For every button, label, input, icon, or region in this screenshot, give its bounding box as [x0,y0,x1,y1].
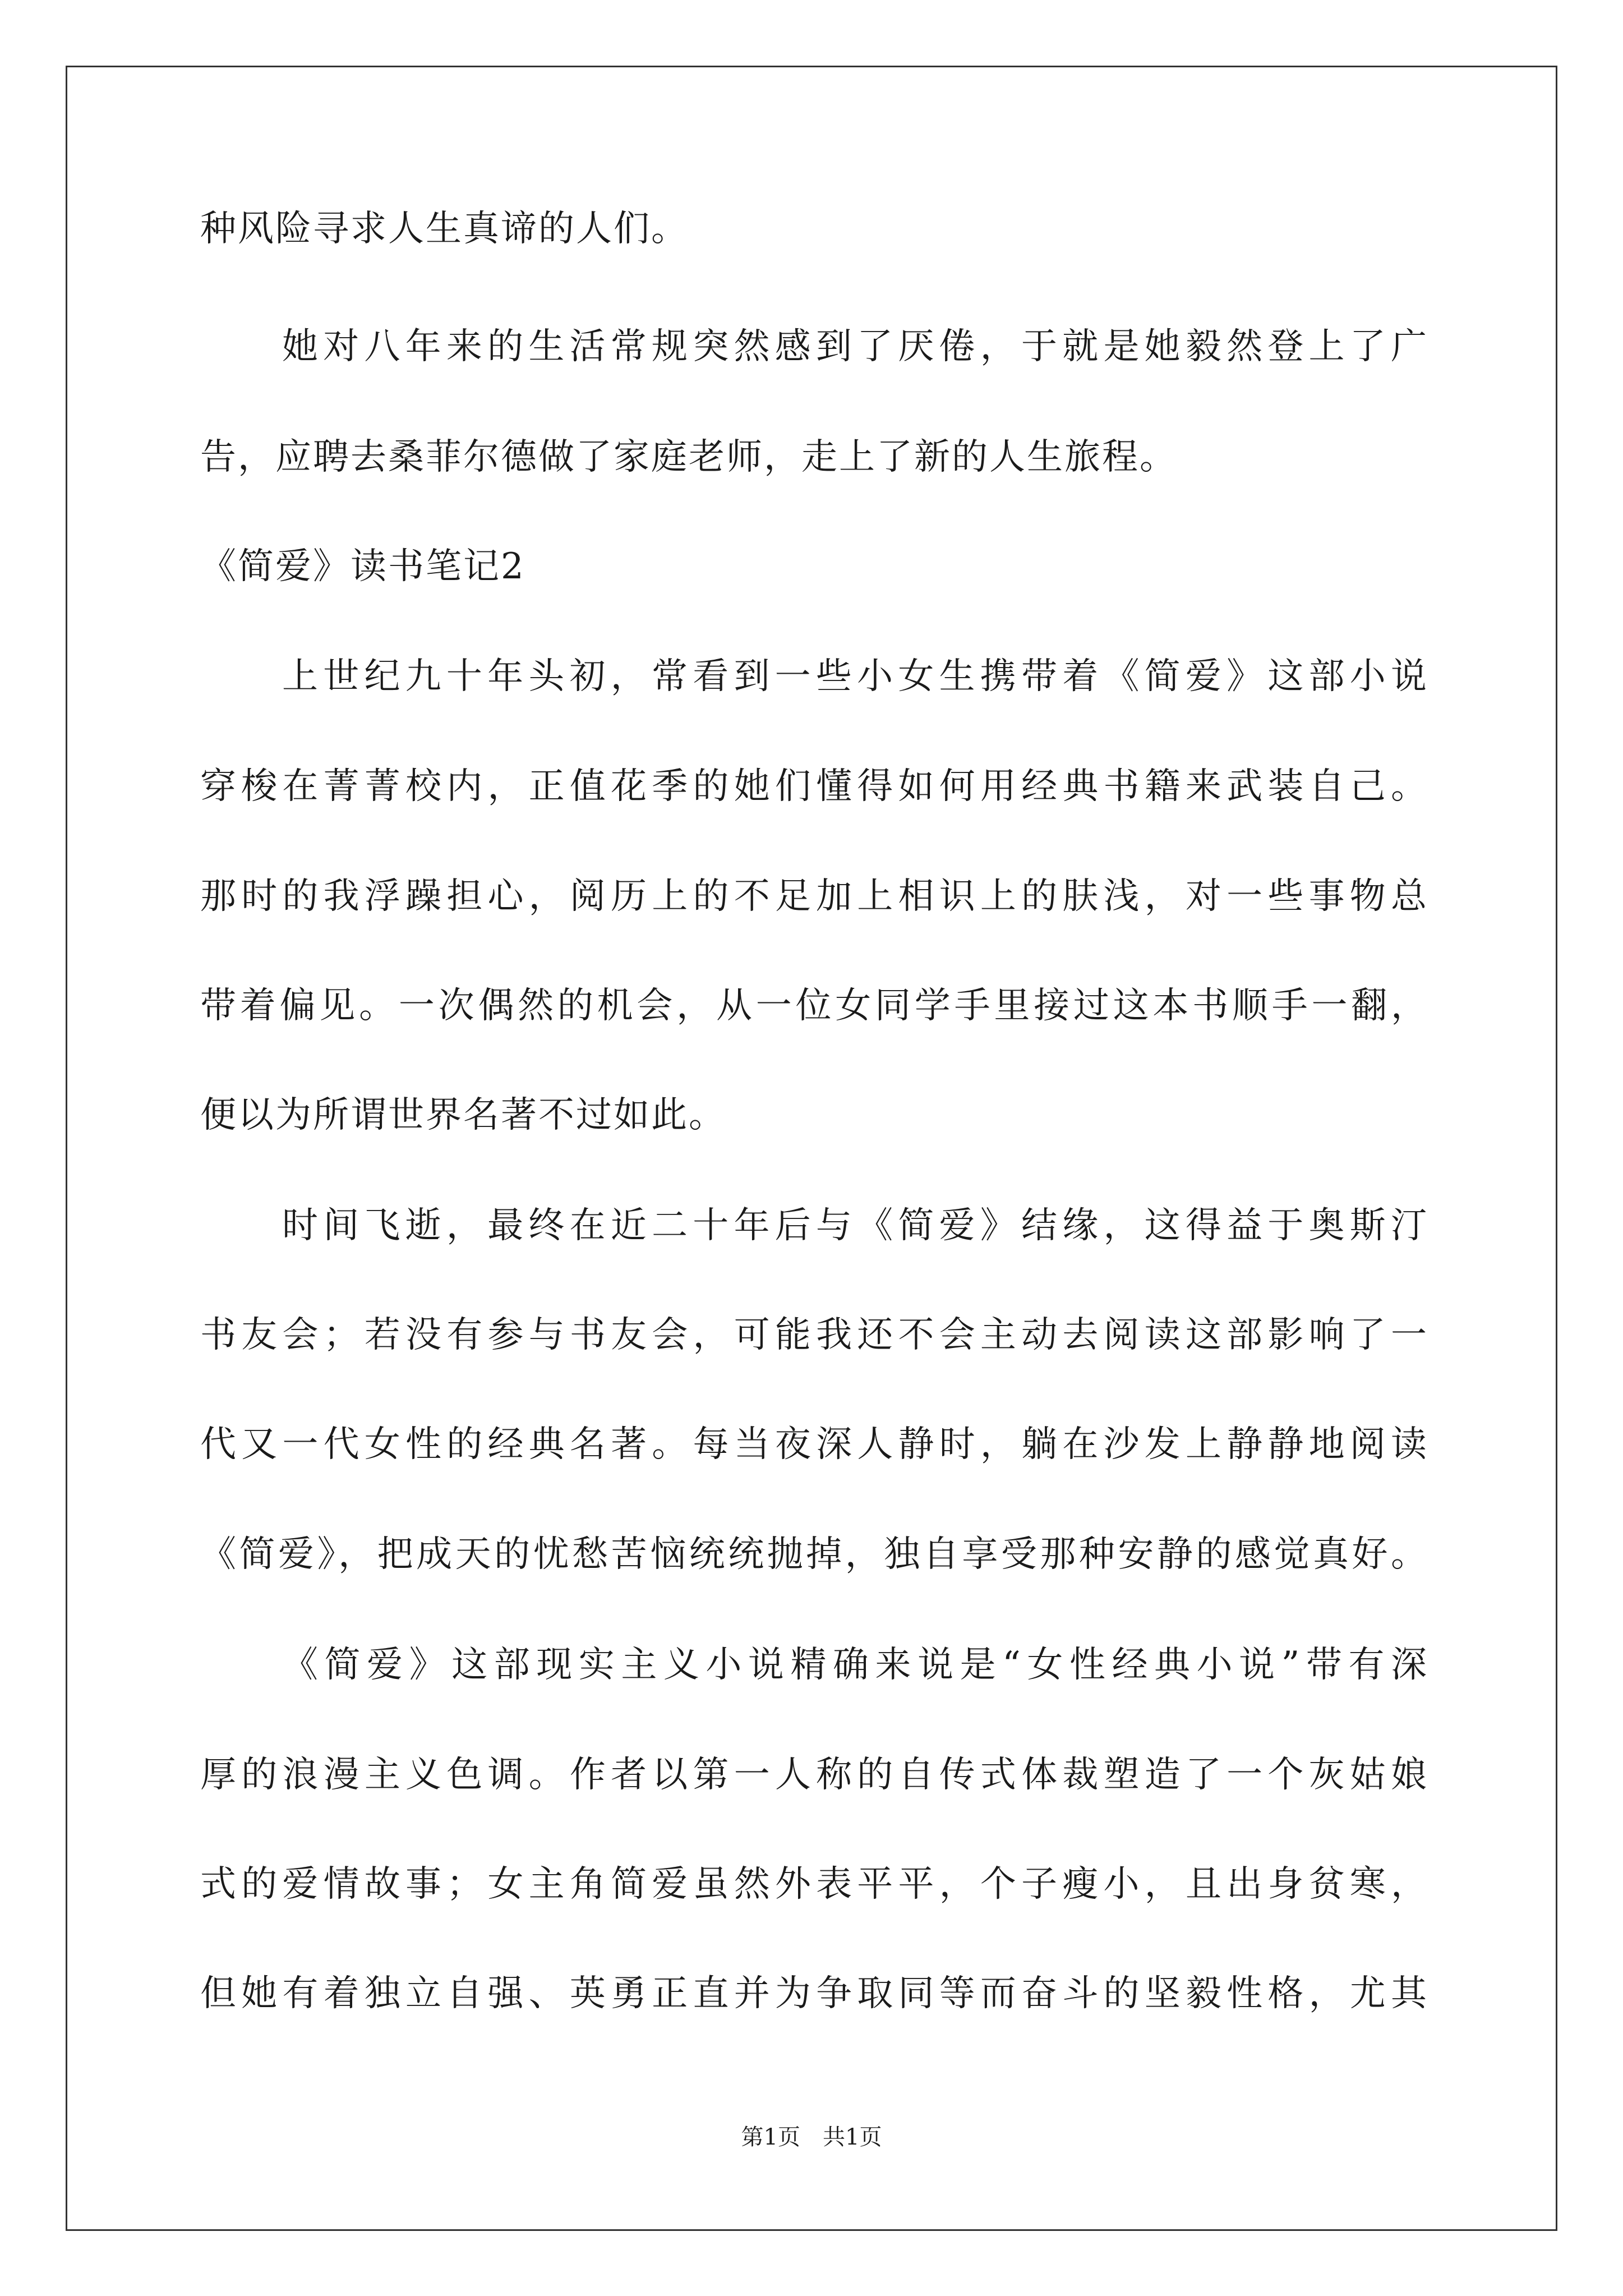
page-total: 共1页 [823,2124,882,2150]
section-heading: 《简爱》读书笔记2 [200,546,525,587]
text-line: 书友会；若没有参与书友会，可能我还不会主动去阅读这部影响了一 [200,1314,1428,1356]
text-line: 但她有着独立自强、英勇正直并为争取同等而奋斗的坚毅性格，尤其 [200,1973,1428,2014]
text-line: 式的爱情故事；女主角简爱虽然外表平平，个子瘦小，且出身贫寒， [200,1864,1428,1905]
text-line: 那时的我浮躁担心，阅历上的不足加上相识上的肤浅，对一些事物总 [200,876,1428,917]
text-line: 厚的浪漫主义色调。作者以第一人称的自传式体裁塑造了一个灰姑娘 [200,1754,1428,1796]
text-line: 她对八年来的生活常规突然感到了厌倦，于就是她毅然登上了广 [282,326,1428,367]
text-line: 穿梭在菁菁校内，正值花季的她们懂得如何用经典书籍来武装自己。 [200,766,1428,807]
page-footer [0,2123,1623,2151]
text-line: 上世纪九十年头初，常看到一些小女生携带着《简爱》这部小说 [282,656,1428,697]
page-number: 第1页 [741,2124,800,2150]
text-line: 便以为所谓世界名著不过如此。 [200,1094,726,1136]
text-line: 种风险寻求人生真谛的人们。 [200,208,689,250]
text-line: 告，应聘去桑菲尔德做了家庭老师，走上了新的人生旅程。 [200,436,1177,478]
text-line: 时间飞逝，最终在近二十年后与《简爱》结缘，这得益于奥斯汀 [282,1205,1428,1246]
text-line: 带着偏见。一次偶然的机会，从一位女同学手里接过这本书顺手一翻， [200,985,1428,1027]
text-line: 《简爱》这部现实主义小说精确来说是“女性经典小说”带有深 [282,1644,1428,1686]
text-line: 《简爱》，把成天的忧愁苦恼统统抛掉，独自享受那种安静的感觉真好。 [200,1534,1428,1575]
text-line: 代又一代女性的经典名著。每当夜深人静时，躺在沙发上静静地阅读 [200,1424,1428,1465]
